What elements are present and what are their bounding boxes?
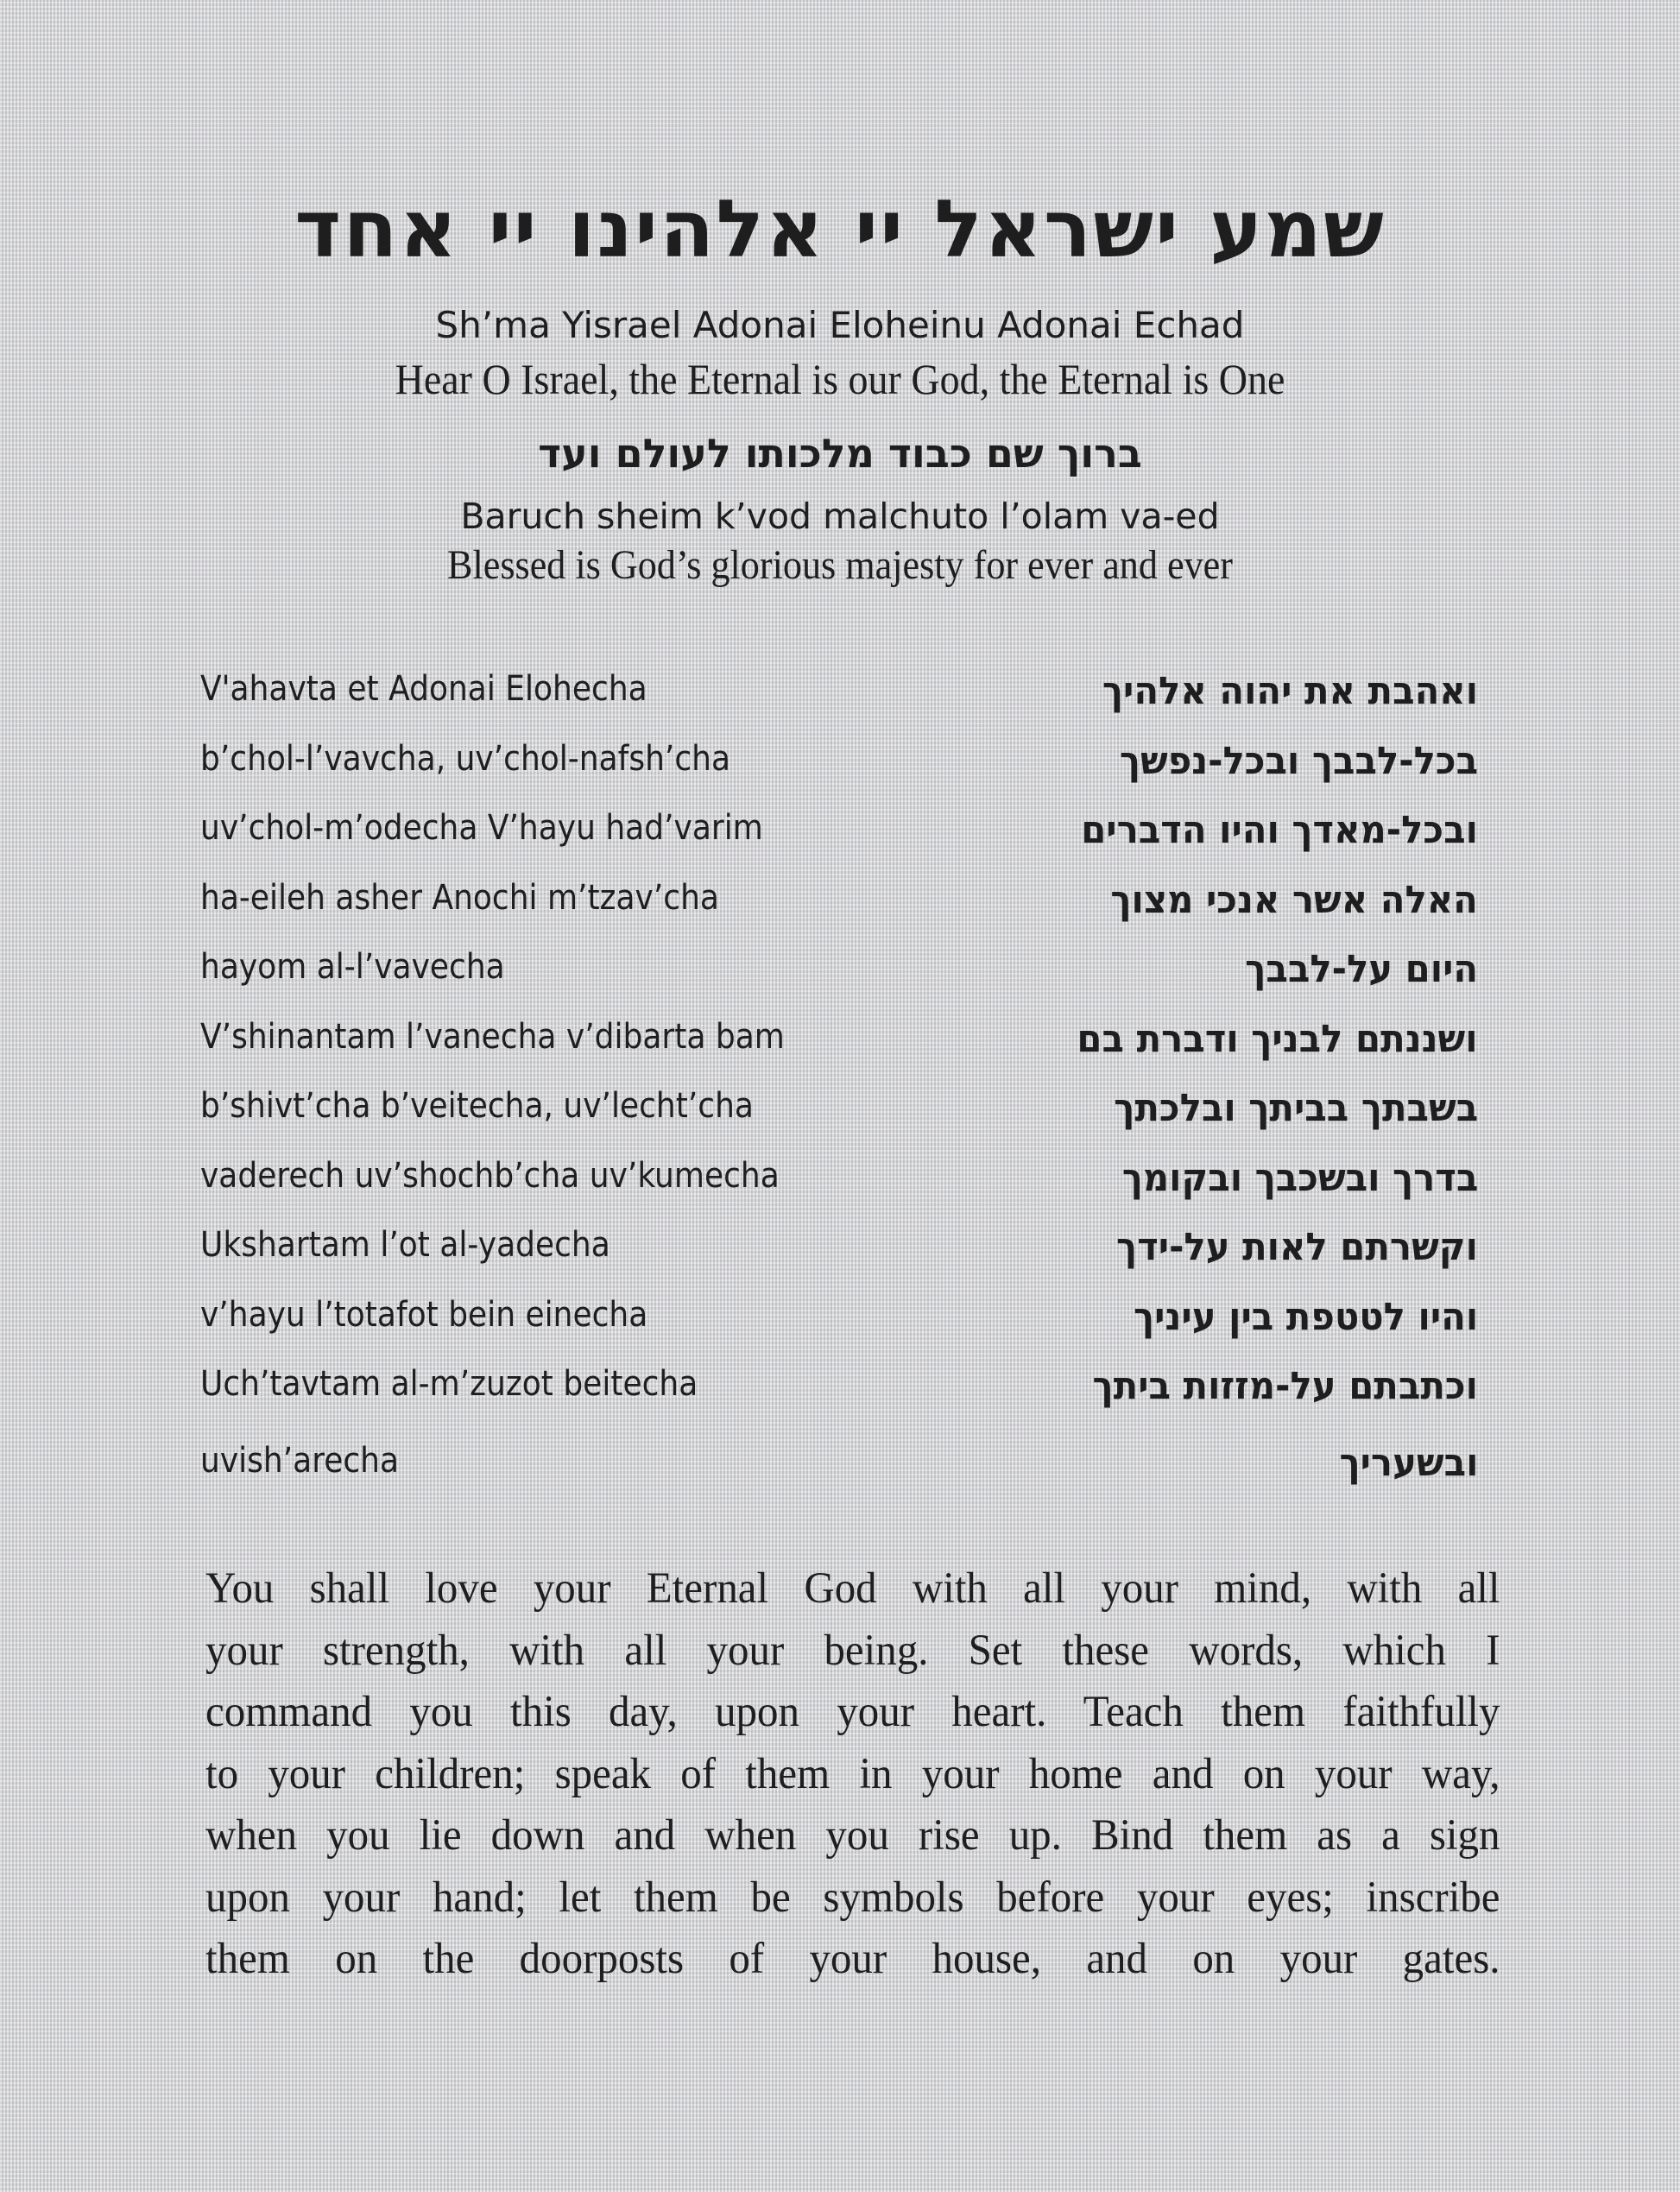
line-2-transliteration: Baruch sheim k’vod malchuto l’olam va-ed (460, 496, 1220, 537)
verse-transliteration: V’shinantam l’vanecha v’dibarta bam (200, 1016, 785, 1057)
verse-hebrew: היום על-לבבך (1245, 947, 1478, 991)
verse-row (200, 947, 1478, 1017)
verse-row (200, 1156, 1478, 1226)
verse-transliteration: v’hayu l’totafot bein einecha (200, 1294, 648, 1335)
verse-transliteration: b’chol-l’vavcha, uv’chol-nafsh’cha (200, 738, 731, 779)
verse-hebrew: בדרך ובשכבך ובקומך (1121, 1155, 1478, 1200)
verse-hebrew: בכל-לבבך ובכל-נפשך (1119, 738, 1478, 783)
verse-transliteration: V'ahavta et Adonai Elohecha (200, 669, 647, 709)
verse-table (200, 669, 1478, 1503)
verse-hebrew: האלה אשר אנכי מצוך (1110, 877, 1478, 922)
paragraph-line: your strength, with all your being. Set these words, which I (205, 1626, 1500, 1675)
verse-transliteration: uv’chol-m’odecha V’hayu had’varim (200, 808, 763, 848)
verse-hebrew: וכתבתם על-מזזות ביתך (1092, 1364, 1478, 1408)
verse-row (200, 1295, 1478, 1365)
verse-hebrew: ובשעריך (1339, 1440, 1478, 1485)
verse-row (200, 1434, 1478, 1504)
verse-row (200, 1017, 1478, 1087)
paragraph-line: them on the doorposts of your house, and on your gates. (205, 1935, 1500, 1983)
verse-transliteration: hayom al-l’vavecha (200, 947, 505, 987)
verse-hebrew: ובכל-מאדך והיו הדברים (1081, 808, 1478, 852)
paragraph-line: command you this day, upon your heart. Teach them faithfully (205, 1688, 1500, 1736)
line-2-translation: Blessed is God’s glorious majesty for ever and ever (447, 542, 1233, 588)
verse-row (200, 1364, 1478, 1434)
verse-row (200, 808, 1478, 878)
verse-hebrew: בשבתך בביתך ובלכתך (1114, 1086, 1478, 1130)
paragraph-line: to your children; speak of them in your home and on your way, (205, 1749, 1500, 1798)
paragraph-line: You shall love your Eternal God with all your mind, with all (205, 1564, 1500, 1613)
verse-hebrew: וקשרתם לאות על-ידך (1116, 1225, 1478, 1269)
verse-hebrew: ושננתם לבניך ודברת בם (1077, 1016, 1478, 1061)
verse-row (200, 878, 1478, 948)
hebrew-line-2: ברוך שם כבוד מלכותו לעולם ועד (538, 430, 1142, 477)
paragraph-line: upon your hand; let them be symbols before your eyes; inscribe (205, 1873, 1500, 1922)
verse-row (200, 1225, 1478, 1295)
verse-transliteration: Uch’tavtam al-m’zuzot beitecha (200, 1364, 698, 1404)
verse-transliteration: uvish’arecha (200, 1440, 400, 1481)
verse-transliteration: vaderech uv’shochb’cha uv’kumecha (200, 1155, 780, 1196)
paragraph-line: when you lie down and when you rise up. Bind them as a sign (205, 1811, 1500, 1860)
verse-transliteration: Ukshartam l’ot al-yadecha (200, 1225, 610, 1265)
title-translation: Hear O Israel, the Eternal is our God, the Eternal is One (395, 355, 1285, 403)
verse-row (200, 739, 1478, 809)
verse-transliteration: ha-eileh asher Anochi m’tzav’cha (200, 877, 719, 918)
verse-hebrew: והיו לטטפת בין עיניך (1133, 1294, 1478, 1339)
verse-row (200, 669, 1478, 739)
verse-hebrew: ואהבת את יהוה אלהיך (1102, 669, 1478, 713)
verse-transliteration: b’shivt’cha b’veitecha, uv’lecht’cha (200, 1086, 754, 1126)
english-translation-paragraph (205, 1558, 1500, 1991)
hebrew-title: שמע ישראל יי אלהינו יי אחד (294, 183, 1386, 275)
verse-row (200, 1086, 1478, 1156)
title-transliteration: Sh’ma Yisrael Adonai Eloheinu Adonai Echad (435, 304, 1245, 346)
